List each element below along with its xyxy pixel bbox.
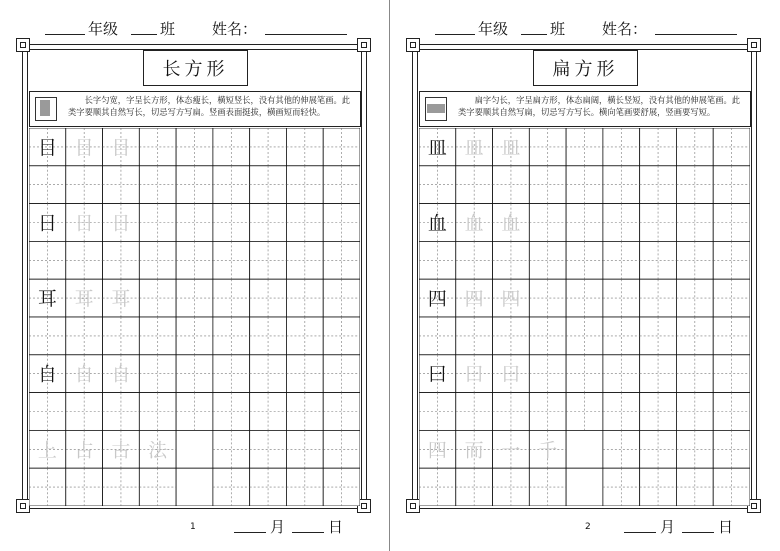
- grid-cell[interactable]: [713, 393, 750, 431]
- grid-cell[interactable]: [176, 468, 213, 506]
- name-blank[interactable]: [265, 20, 347, 35]
- grid-cell[interactable]: [456, 241, 493, 279]
- grid-cell[interactable]: [250, 468, 287, 506]
- grid-cell[interactable]: [139, 241, 176, 279]
- grid-cell[interactable]: [713, 430, 750, 468]
- day-blank[interactable]: [292, 518, 324, 533]
- grid-cell[interactable]: [713, 204, 750, 242]
- grid-cell[interactable]: [250, 317, 287, 355]
- model-character: 耳: [37, 288, 57, 311]
- trace-character: 四: [464, 288, 484, 311]
- grade-label: 年级: [88, 20, 119, 38]
- grid-cell[interactable]: [286, 204, 323, 242]
- grid-cell[interactable]: [713, 317, 750, 355]
- grid-cell[interactable]: [676, 241, 713, 279]
- grid-cell[interactable]: [676, 166, 713, 204]
- class-label: 班: [550, 20, 566, 38]
- grid-cell[interactable]: [676, 355, 713, 393]
- grid-cell[interactable]: [640, 393, 677, 431]
- grid-cell[interactable]: [419, 241, 456, 279]
- grade-blank[interactable]: [435, 20, 475, 35]
- class-blank[interactable]: [131, 20, 157, 35]
- grid-cell[interactable]: [493, 241, 530, 279]
- grid-cell[interactable]: [213, 393, 250, 431]
- grid-cell[interactable]: [493, 393, 530, 431]
- grid-cell[interactable]: [176, 128, 213, 166]
- model-character: 日: [37, 212, 57, 235]
- grid-cell[interactable]: [250, 241, 287, 279]
- writing-grid[interactable]: [29, 128, 360, 506]
- grid-cell[interactable]: [456, 317, 493, 355]
- grid-cell[interactable]: [176, 241, 213, 279]
- trace-character: 目: [111, 136, 131, 159]
- grid-cell[interactable]: [286, 393, 323, 431]
- grid-cell[interactable]: [676, 128, 713, 166]
- grid-cell[interactable]: [603, 355, 640, 393]
- grid-cell[interactable]: [66, 317, 103, 355]
- trace-character: 占: [74, 439, 94, 462]
- grid-cell[interactable]: [286, 317, 323, 355]
- grid-cell[interactable]: [250, 204, 287, 242]
- corner-ornament: [406, 499, 420, 513]
- grid-cell[interactable]: [286, 241, 323, 279]
- corner-ornament: [406, 38, 420, 52]
- grid-cell[interactable]: [250, 393, 287, 431]
- grid-cell[interactable]: [176, 317, 213, 355]
- grid-cell[interactable]: [640, 279, 677, 317]
- grid-cell[interactable]: [566, 430, 603, 468]
- grid-cell[interactable]: [176, 166, 213, 204]
- grid-cell[interactable]: [213, 204, 250, 242]
- grid-cell[interactable]: [323, 430, 360, 468]
- grid-cell[interactable]: [676, 317, 713, 355]
- model-character: 曰: [427, 363, 447, 386]
- grid-cell[interactable]: [29, 468, 66, 506]
- grid-cell[interactable]: [529, 241, 566, 279]
- grid-cell[interactable]: [529, 393, 566, 431]
- grid-cell[interactable]: [566, 355, 603, 393]
- grade-label: 年级: [478, 20, 509, 38]
- grid-cell[interactable]: [603, 204, 640, 242]
- trace-character: 血: [464, 212, 484, 235]
- grid-cell[interactable]: [66, 393, 103, 431]
- grid-cell[interactable]: [603, 393, 640, 431]
- grid-cell[interactable]: [676, 468, 713, 506]
- grid-cell[interactable]: [139, 393, 176, 431]
- model-character: 四: [427, 288, 447, 311]
- grid-cell[interactable]: [640, 430, 677, 468]
- grid-cell[interactable]: [713, 241, 750, 279]
- grid-cell[interactable]: [713, 468, 750, 506]
- grid-cell[interactable]: [250, 279, 287, 317]
- corner-ornament: [747, 38, 761, 52]
- trace-character: 自: [74, 363, 94, 386]
- grid-cell[interactable]: [139, 204, 176, 242]
- grid-cell[interactable]: [323, 128, 360, 166]
- grid-cell[interactable]: [676, 279, 713, 317]
- grid-cell[interactable]: [713, 279, 750, 317]
- grid-cell[interactable]: [139, 279, 176, 317]
- grid-cell[interactable]: [66, 468, 103, 506]
- grid-cell[interactable]: [676, 204, 713, 242]
- grid-cell[interactable]: [713, 166, 750, 204]
- writing-grid[interactable]: [419, 128, 750, 506]
- grid-cell[interactable]: [529, 279, 566, 317]
- grid-cell[interactable]: [139, 355, 176, 393]
- grid-cell[interactable]: [493, 468, 530, 506]
- trace-character: 血: [501, 212, 521, 235]
- grid-cell[interactable]: [250, 128, 287, 166]
- grid-cell[interactable]: [529, 317, 566, 355]
- grid-cell[interactable]: [323, 279, 360, 317]
- name-label: 姓名：: [602, 20, 648, 38]
- name-blank[interactable]: [655, 20, 737, 35]
- grid-cell[interactable]: [323, 204, 360, 242]
- grid-cell[interactable]: [419, 166, 456, 204]
- month-blank[interactable]: [234, 518, 266, 533]
- grid-cell[interactable]: [529, 128, 566, 166]
- description-box: [29, 91, 361, 127]
- grid-cell[interactable]: [250, 166, 287, 204]
- trace-character: 皿: [464, 136, 484, 159]
- grid-cell[interactable]: [103, 241, 140, 279]
- grid-cell[interactable]: [566, 468, 603, 506]
- trace-character: 曰: [501, 363, 521, 386]
- grid-cell[interactable]: [176, 393, 213, 431]
- grid-cell[interactable]: [456, 166, 493, 204]
- grid-cell[interactable]: [176, 355, 213, 393]
- model-character: 皿: [427, 136, 447, 159]
- grid-cell[interactable]: [323, 317, 360, 355]
- class-label: 班: [160, 20, 176, 38]
- grid-cell[interactable]: [103, 317, 140, 355]
- day-label: 日: [718, 518, 734, 536]
- grid-cell[interactable]: [640, 166, 677, 204]
- grid-cell[interactable]: [213, 166, 250, 204]
- grid-cell[interactable]: [676, 430, 713, 468]
- wide-rectangle-icon: [425, 97, 447, 121]
- grid-cell[interactable]: [286, 430, 323, 468]
- trace-character: 皿: [501, 136, 521, 159]
- grid-cell[interactable]: [213, 430, 250, 468]
- model-character: 目: [37, 136, 57, 159]
- grid-cell[interactable]: [176, 204, 213, 242]
- grid-cell[interactable]: [493, 166, 530, 204]
- grid-cell[interactable]: [419, 468, 456, 506]
- grid-cell[interactable]: [213, 317, 250, 355]
- grid-cell[interactable]: [66, 166, 103, 204]
- grid-cell[interactable]: [103, 393, 140, 431]
- description-text: 长字匀宽，字呈长方形，体态瘦长，横短竖长，没有其他的伸展笔画。此类字要顺其自然写长，切忌写方写扁。竖画表面挺拔，横画短而轻快。: [68, 95, 351, 117]
- grid-cell[interactable]: [566, 204, 603, 242]
- grid-cell[interactable]: [103, 468, 140, 506]
- grid-cell[interactable]: [566, 241, 603, 279]
- grid-cell[interactable]: [419, 393, 456, 431]
- grid-cell[interactable]: [640, 317, 677, 355]
- grid-cell[interactable]: [66, 241, 103, 279]
- trace-character: 日: [111, 212, 131, 235]
- grid-cell[interactable]: [29, 241, 66, 279]
- grid-cell[interactable]: [213, 241, 250, 279]
- grid-cell[interactable]: [603, 317, 640, 355]
- grid-cell[interactable]: [529, 468, 566, 506]
- grid-cell[interactable]: [566, 317, 603, 355]
- grid-cell[interactable]: [29, 317, 66, 355]
- grid-cell[interactable]: [139, 128, 176, 166]
- grid-cell[interactable]: [603, 468, 640, 506]
- description-text: 扁字匀长，字呈扁方形，体态扁阔，横长竖短，没有其他的伸展笔画。此类字要顺其自然写扁，切忌写方写长。横向笔画要舒展，竖画要写短。: [458, 95, 741, 117]
- page-number: 2: [585, 522, 591, 532]
- grid-cell[interactable]: [323, 166, 360, 204]
- trace-character: 曰: [464, 363, 484, 386]
- grid-cell[interactable]: [176, 279, 213, 317]
- trace-character: 四: [427, 439, 447, 462]
- grid-cell[interactable]: [139, 468, 176, 506]
- grid-cell[interactable]: [603, 430, 640, 468]
- grid-cell[interactable]: [493, 317, 530, 355]
- grid-cell[interactable]: [250, 355, 287, 393]
- name-label: 姓名：: [212, 20, 258, 38]
- grid-cell[interactable]: [566, 393, 603, 431]
- worksheet-page-1: [0, 0, 389, 551]
- grid-cell[interactable]: [603, 128, 640, 166]
- grid-cell[interactable]: [323, 393, 360, 431]
- corner-ornament: [16, 38, 30, 52]
- grid-cell[interactable]: [250, 430, 287, 468]
- trace-character: 千: [538, 439, 558, 462]
- grid-cell[interactable]: [323, 355, 360, 393]
- page-number: 1: [190, 522, 196, 532]
- grade-blank[interactable]: [45, 20, 85, 35]
- grid-cell[interactable]: [713, 355, 750, 393]
- trace-character: 上: [37, 439, 57, 462]
- trace-character: 一: [501, 439, 521, 462]
- grid-cell[interactable]: [286, 468, 323, 506]
- grid-cell[interactable]: [29, 393, 66, 431]
- grid-cell[interactable]: [566, 128, 603, 166]
- trace-character: 古: [111, 439, 131, 462]
- grid-cell[interactable]: [640, 128, 677, 166]
- day-label: 日: [328, 518, 344, 536]
- grid-cell[interactable]: [286, 166, 323, 204]
- grid-cell[interactable]: [139, 166, 176, 204]
- description-box: [419, 91, 751, 127]
- lesson-title: 扁方形: [533, 50, 638, 86]
- grid-cell[interactable]: [29, 166, 66, 204]
- grid-cell[interactable]: [603, 166, 640, 204]
- grid-cell[interactable]: [286, 128, 323, 166]
- trace-character: 日: [74, 212, 94, 235]
- day-blank[interactable]: [682, 518, 714, 533]
- trace-character: 而: [464, 439, 484, 462]
- grid-cell[interactable]: [286, 279, 323, 317]
- trace-character: 耳: [74, 288, 94, 311]
- grid-cell[interactable]: [640, 204, 677, 242]
- trace-character: 法: [148, 439, 168, 462]
- trace-character: 自: [111, 363, 131, 386]
- tall-rectangle-icon: [35, 97, 57, 121]
- grid-cell[interactable]: [213, 279, 250, 317]
- grid-cell[interactable]: [640, 355, 677, 393]
- worksheet-page-2: [390, 0, 779, 551]
- model-character: 血: [427, 212, 447, 235]
- grid-cell[interactable]: [529, 204, 566, 242]
- grid-cell[interactable]: [529, 355, 566, 393]
- grid-cell[interactable]: [213, 468, 250, 506]
- trace-character: 目: [74, 136, 94, 159]
- grid-cell[interactable]: [213, 128, 250, 166]
- grid-cell[interactable]: [529, 166, 566, 204]
- grid-cell[interactable]: [419, 317, 456, 355]
- grid-cell[interactable]: [566, 166, 603, 204]
- class-blank[interactable]: [521, 20, 547, 35]
- month-label: 月: [270, 518, 286, 536]
- grid-cell[interactable]: [603, 279, 640, 317]
- grid-cell[interactable]: [676, 393, 713, 431]
- month-label: 月: [660, 518, 676, 536]
- grid-cell[interactable]: [286, 355, 323, 393]
- grid-cell[interactable]: [103, 166, 140, 204]
- grid-cell[interactable]: [323, 241, 360, 279]
- corner-ornament: [16, 499, 30, 513]
- month-blank[interactable]: [624, 518, 656, 533]
- grid-cell[interactable]: [176, 430, 213, 468]
- grid-cell[interactable]: [456, 393, 493, 431]
- grid-cell[interactable]: [603, 241, 640, 279]
- lesson-title: 长方形: [143, 50, 248, 86]
- grid-cell[interactable]: [456, 468, 493, 506]
- model-character: 自: [37, 363, 57, 386]
- grid-cell[interactable]: [566, 279, 603, 317]
- trace-character: 四: [501, 288, 521, 311]
- grid-cell[interactable]: [713, 128, 750, 166]
- grid-cell[interactable]: [139, 317, 176, 355]
- grid-cell[interactable]: [640, 241, 677, 279]
- corner-ornament: [357, 38, 371, 52]
- grid-cell[interactable]: [323, 468, 360, 506]
- grid-cell[interactable]: [213, 355, 250, 393]
- grid-cell[interactable]: [640, 468, 677, 506]
- trace-character: 耳: [111, 288, 131, 311]
